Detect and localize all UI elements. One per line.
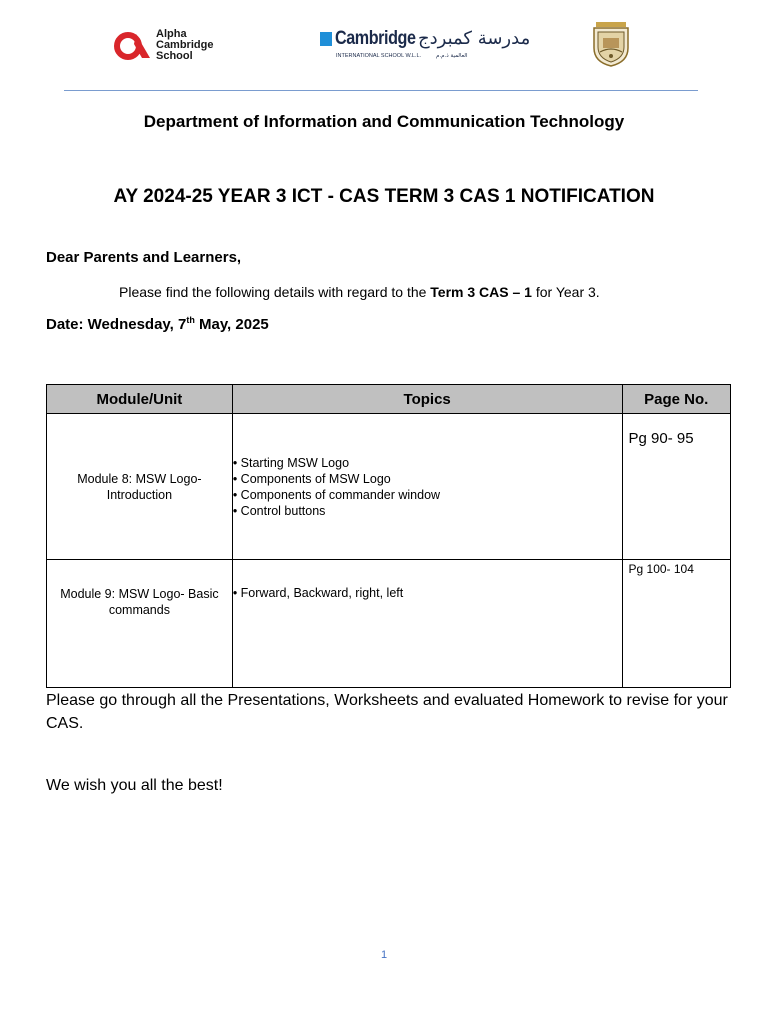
page-number: 1 <box>380 949 388 961</box>
column-header-page: Page No. <box>622 385 730 414</box>
page-range: Pg 90- 95 <box>628 430 694 447</box>
cambridge-logo-name: Cambridge <box>335 28 416 49</box>
department-heading: Department of Information and Communication Technology <box>143 112 625 131</box>
salutation: Dear Parents and Learners, <box>46 249 242 266</box>
alpha-logo-icon <box>114 30 154 62</box>
page-header <box>0 18 768 74</box>
topic-item: • Components of MSW Logo <box>232 471 391 486</box>
topics-cell <box>232 560 622 688</box>
revision-note: Please go through all the Presentations, Worksheets and evaluated Homework to revise for your CAS. <box>46 692 728 732</box>
school-crest-icon <box>588 20 634 68</box>
topic-item: • Forward, Backward, right, left <box>232 586 404 600</box>
cambridge-mark-icon <box>320 32 332 46</box>
column-header-topics: Topics <box>232 385 622 414</box>
header-divider <box>64 90 698 91</box>
module-cell: Module 8: MSW Logo- Introduction <box>47 414 233 560</box>
cambridge-logo-subtitle: INTERNATIONAL SCHOOL W.L.L. <box>336 53 422 59</box>
topics-cell <box>232 414 622 560</box>
table-row <box>47 414 731 560</box>
cambridge-logo-arabic-subtitle: العالمية ذ.م.م <box>436 53 468 59</box>
intro-paragraph: Please find the following details with regard to the Term 3 CAS – 1 for Year 3. <box>119 284 600 300</box>
alpha-logo-text: Alpha Cambridge School <box>156 28 214 62</box>
page-range: Pg 100- 104 <box>628 562 694 576</box>
topic-item: • Starting MSW Logo <box>232 455 350 470</box>
intro-term-highlight: Term 3 CAS – 1 <box>430 284 532 300</box>
page-cell <box>622 560 730 688</box>
cambridge-logo <box>318 28 531 64</box>
closing-line: We wish you all the best! <box>46 777 223 794</box>
column-header-module: Module/Unit <box>47 385 233 414</box>
topic-item: • Control buttons <box>232 503 326 518</box>
syllabus-table <box>46 384 731 688</box>
exam-date: Date: Wednesday, 7th May, 2025 <box>46 315 269 333</box>
topic-item: • Components of commander window <box>232 487 441 502</box>
page-cell <box>622 414 730 560</box>
table-row <box>47 560 731 688</box>
alpha-cambridge-logo <box>108 24 222 64</box>
module-cell: Module 9: MSW Logo- Basic commands <box>47 560 233 688</box>
document-title: AY 2024-25 YEAR 3 ICT - CAS TERM 3 CAS 1 NOTIFICATION <box>113 186 655 207</box>
cambridge-logo-arabic: مدرسة كمبردج <box>418 28 531 49</box>
table-header-row <box>47 385 731 414</box>
